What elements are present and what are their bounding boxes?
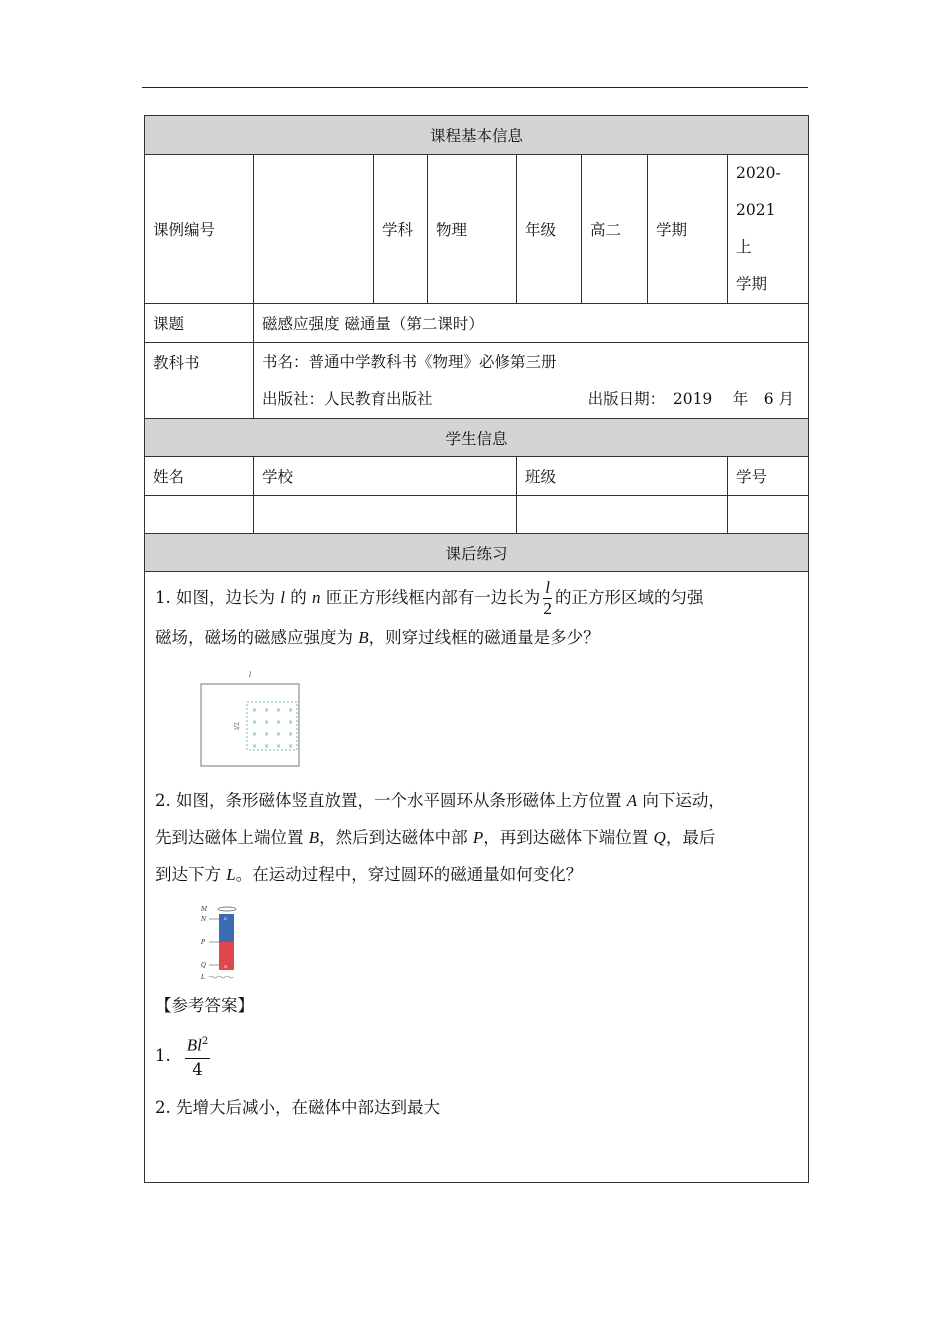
publisher-line — [262, 381, 800, 418]
term-line-1: 2020- — [736, 164, 781, 182]
topic-value: 磁感应强度 磁通量（第二课时） — [254, 304, 809, 343]
class-label: 班级 — [517, 457, 728, 496]
answer-1 — [147, 1030, 806, 1081]
q1-fraction — [543, 578, 552, 619]
outer-frame — [201, 684, 299, 766]
name-label: 姓名 — [145, 457, 254, 496]
grade-label: 年级 — [517, 155, 582, 304]
q2-var-P: P — [472, 828, 484, 847]
q2-text-f: ，最后 — [665, 828, 716, 847]
field-x-mark: × — [264, 731, 270, 738]
q1-var-n: n — [311, 588, 321, 607]
term-line-3: 学期 — [736, 275, 768, 293]
figure-bar-magnet — [199, 903, 259, 981]
q2-text-b: 向下运动， — [637, 791, 725, 810]
ring-shape — [218, 907, 236, 911]
grade-value: 高二 — [582, 155, 648, 304]
label-N: N — [201, 916, 207, 923]
name-value[interactable] — [145, 496, 254, 534]
label-P: P — [201, 939, 206, 946]
ans1-denominator: 4 — [192, 1059, 203, 1079]
class-value[interactable] — [517, 496, 728, 534]
case-id-value — [254, 155, 374, 304]
figure-square-frame — [197, 668, 337, 768]
student-info-title: 学生信息 — [145, 419, 809, 457]
q1-text-d: 的正方形区域的匀强 — [554, 588, 704, 607]
field-x-mark: × — [288, 731, 294, 738]
exercises-title: 课后练习 — [145, 534, 809, 572]
ans1-sup: 2 — [201, 1036, 209, 1047]
field-x-mark: × — [288, 743, 294, 750]
field-x-mark: × — [264, 719, 270, 726]
textbook-label: 教科书 — [145, 343, 254, 419]
field-x-mark: × — [276, 731, 282, 738]
ans1-num-text: Bl — [186, 1035, 202, 1055]
q2-text-e: ，再到达磁体下端位置 — [483, 828, 654, 847]
subject-value: 物理 — [428, 155, 517, 304]
course-info-title: 课程基本信息 — [145, 116, 809, 155]
field-x-mark: × — [252, 707, 258, 714]
q2-var-A: A — [626, 791, 638, 810]
topic-label: 课题 — [145, 304, 254, 343]
term-line-2: 2021 上 — [736, 201, 791, 256]
publisher: 出版社：人民教育出版社 — [262, 389, 433, 408]
field-x-mark: × — [264, 743, 270, 750]
field-x-mark: × — [264, 707, 270, 714]
q2-text-d: ，然后到达磁体中部 — [319, 828, 473, 847]
q2-text-a: 2. 如图，条形磁体竖直放置，一个水平圆环从条形磁体上方位置 — [155, 791, 627, 810]
wavy-line-L — [209, 976, 233, 978]
answer-title: 【参考答案】 — [155, 996, 254, 1015]
subject-label: 学科 — [374, 155, 428, 304]
ans1-numerator — [185, 1030, 210, 1059]
publish-date: 出版日期： 2019 年 6 月 — [587, 389, 795, 408]
lesson-table — [144, 115, 809, 1183]
field-x-mark: × — [252, 719, 258, 726]
svg-text:l/2: l/2 — [234, 722, 241, 730]
q1-var-B: B — [358, 628, 369, 647]
q2-text-h: 。在运动过程中，穿过圆环的磁通量如何变化？ — [235, 865, 583, 884]
label-Q: Q — [201, 962, 206, 969]
fig1-top-label: l — [249, 671, 252, 679]
field-x-mark: × — [276, 743, 282, 750]
q2-var-B: B — [308, 828, 320, 847]
q1-text-b: 的 — [284, 588, 312, 607]
q1-text-c: 匝正方形线框内部有一边长为 — [320, 588, 541, 607]
header-rule — [142, 87, 808, 88]
q1-text-f: ，则穿过线框的磁通量是多少？ — [368, 628, 600, 647]
q2-var-Q: Q — [653, 828, 666, 847]
label-L: L — [201, 974, 205, 981]
q2-var-L: L — [226, 865, 236, 884]
book-name: 书名：普通中学教科书《物理》必修第三册 — [262, 352, 557, 371]
q1-text-a: 1. 如图，边长为 — [155, 588, 281, 607]
field-x-mark: × — [252, 743, 258, 750]
case-id-label: 课例编号 — [145, 155, 254, 304]
field-x-mark: × — [288, 719, 294, 726]
field-x-mark: × — [276, 719, 282, 726]
q1-text-e: 磁场，磁场的磁感应强度为 — [155, 628, 359, 647]
student-id-label: 学号 — [728, 457, 809, 496]
school-label: 学校 — [254, 457, 517, 496]
answer-2: 2. 先增大后减小，在磁体中部达到最大 — [155, 1097, 440, 1117]
ans1-prefix: 1. — [155, 1045, 171, 1065]
ans1-fraction — [185, 1030, 210, 1081]
q1-frac-den: 2 — [543, 599, 552, 618]
field-x-mark: × — [288, 707, 294, 714]
term-label: 学期 — [648, 155, 728, 304]
q2-text-g: 到达下方 — [155, 865, 227, 884]
label-M: M — [201, 906, 208, 913]
field-x-marks — [252, 707, 293, 750]
magnet-top-letter: S — [224, 916, 227, 921]
student-id-value[interactable] — [728, 496, 809, 534]
field-x-mark: × — [252, 731, 258, 738]
q1-frac-num: l — [545, 578, 550, 597]
term-value — [728, 155, 809, 304]
fig1-side-label — [234, 722, 241, 730]
q2-text-c: 先到达磁体上端位置 — [155, 828, 309, 847]
magnet-bottom-letter: N — [224, 964, 228, 969]
exercises-body — [145, 572, 809, 1183]
field-x-mark: × — [276, 707, 282, 714]
q1-var-l: l — [280, 588, 285, 607]
question-1 — [147, 578, 806, 656]
school-value[interactable] — [254, 496, 517, 534]
textbook-info — [254, 343, 809, 419]
question-2 — [147, 782, 806, 893]
